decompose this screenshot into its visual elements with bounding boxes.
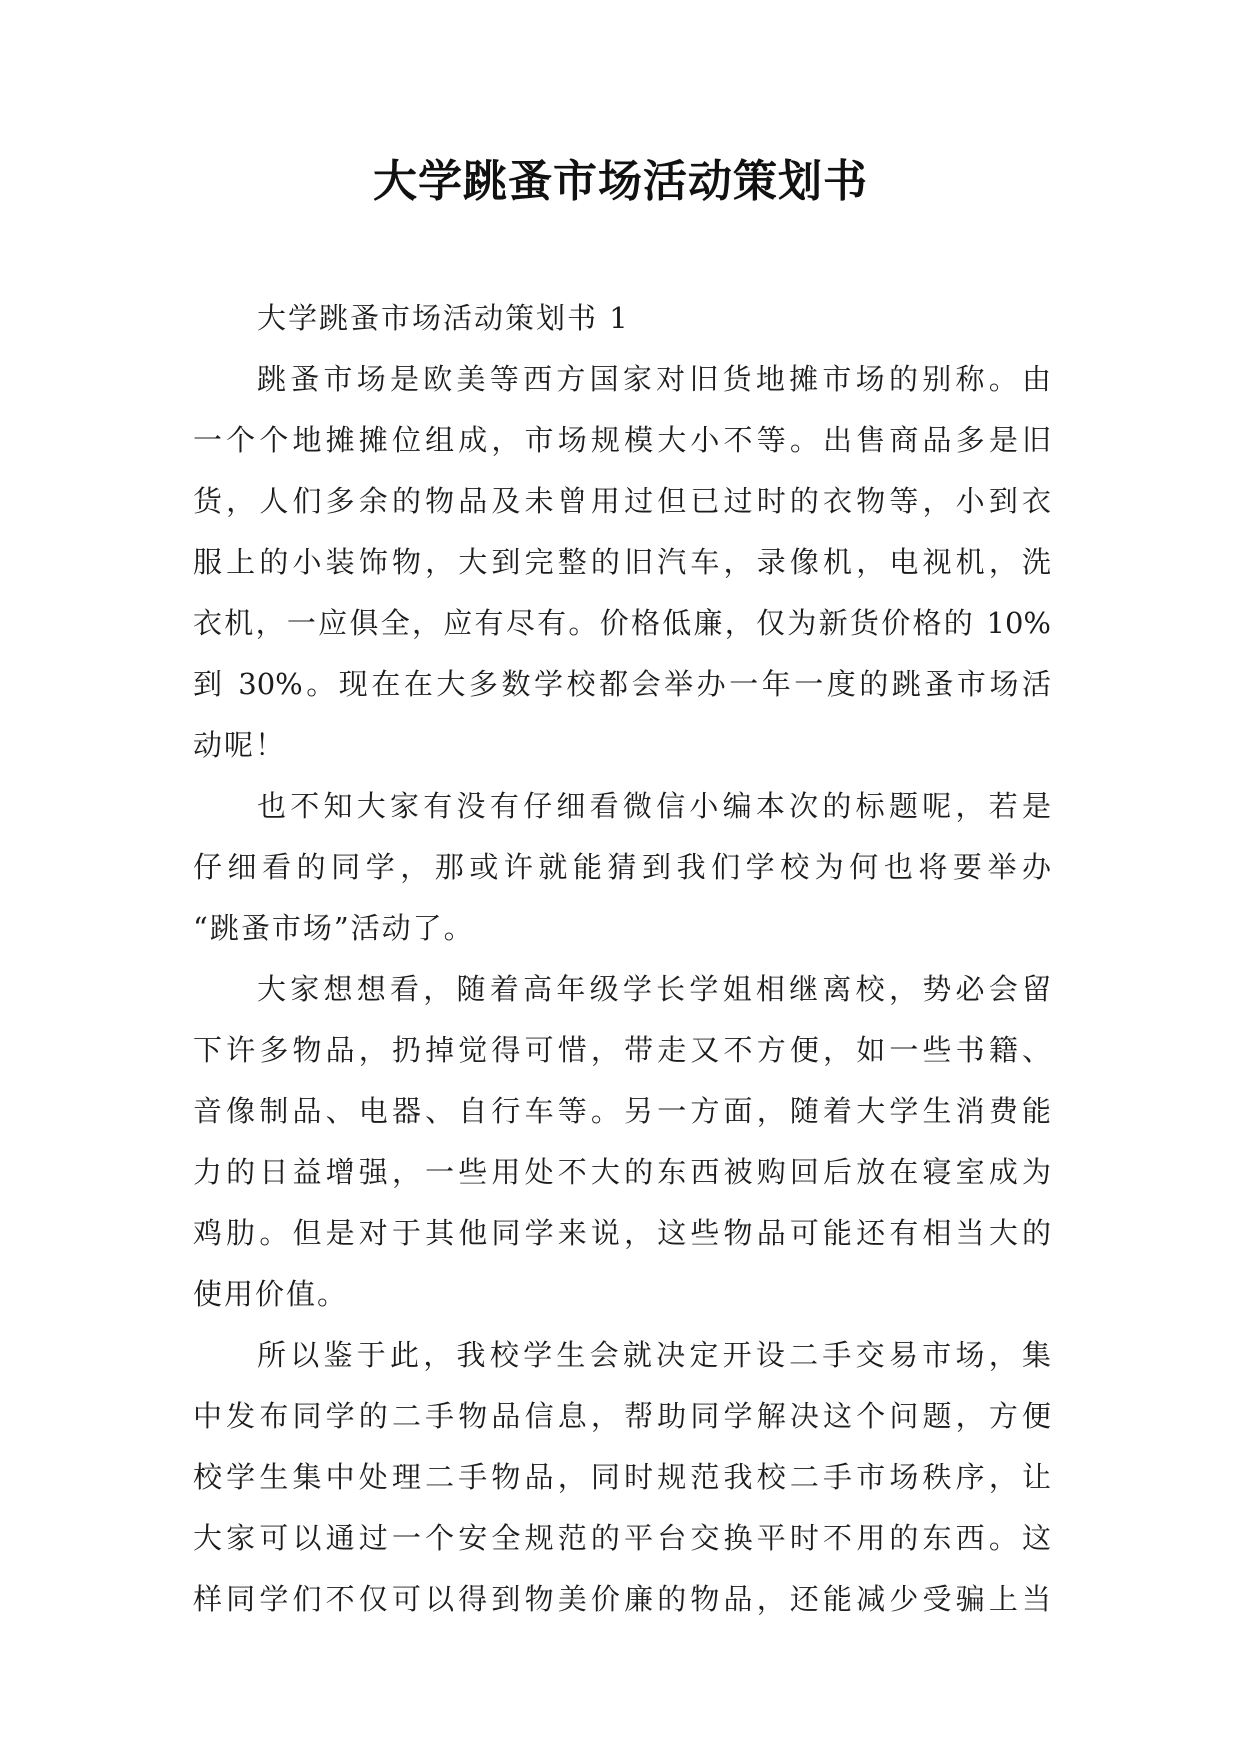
paragraph-line: 大家可以通过一个安全规范的平台交换平时不用的东西。这: [193, 1521, 1051, 1555]
document-body: [193, 288, 1051, 1630]
paragraph-line: 到 30%。现在在大多数学校都会举办一年一度的跳蚤市场活: [193, 667, 1051, 701]
section-heading: 大学跳蚤市场活动策划书 1: [257, 301, 630, 335]
paragraph-line: 服上的小装饰物，大到完整的旧汽车，录像机，电视机，洗: [193, 545, 1051, 579]
paragraph-line: 所以鉴于此，我校学生会就决定开设二手交易市场，集: [257, 1338, 1051, 1372]
paragraph-line: 使用价值。: [193, 1277, 349, 1311]
paragraph-line: 动呢！: [193, 728, 287, 762]
paragraph-line: 仔细看的同学，那或许就能猜到我们学校为何也将要举办: [193, 850, 1051, 884]
paragraph-line: “跳蚤市场”活动了。: [193, 911, 475, 945]
paragraph-line: 鸡肋。但是对于其他同学来说，这些物品可能还有相当大的: [193, 1216, 1051, 1250]
paragraph-line: 一个个地摊摊位组成，市场规模大小不等。出售商品多是旧: [193, 423, 1051, 457]
paragraph-line: 校学生集中处理二手物品，同时规范我校二手市场秩序，让: [193, 1460, 1051, 1494]
paragraph-line: 衣机，一应俱全，应有尽有。价格低廉，仅为新货价格的 10%: [193, 606, 1051, 640]
paragraph-line: 音像制品、电器、自行车等。另一方面，随着大学生消费能: [193, 1094, 1051, 1128]
document-title: 大学跳蚤市场活动策划书: [373, 156, 868, 207]
paragraph-line: 中发布同学的二手物品信息，帮助同学解决这个问题，方便: [193, 1399, 1051, 1433]
paragraph-line: 下许多物品，扔掉觉得可惜，带走又不方便，如一些书籍、: [193, 1033, 1051, 1067]
paragraph-line: 力的日益增强，一些用处不大的东西被购回后放在寝室成为: [193, 1155, 1051, 1189]
paragraph-line: 大家想想看，随着高年级学长学姐相继离校，势必会留: [257, 972, 1051, 1006]
paragraph-line: 货，人们多余的物品及未曾用过但已过时的衣物等，小到衣: [193, 484, 1051, 518]
paragraph-line: 样同学们不仅可以得到物美价廉的物品，还能减少受骗上当: [193, 1582, 1051, 1616]
paragraph-line: 也不知大家有没有仔细看微信小编本次的标题呢，若是: [257, 789, 1051, 823]
paragraph-line: 跳蚤市场是欧美等西方国家对旧货地摊市场的别称。由: [257, 362, 1051, 396]
